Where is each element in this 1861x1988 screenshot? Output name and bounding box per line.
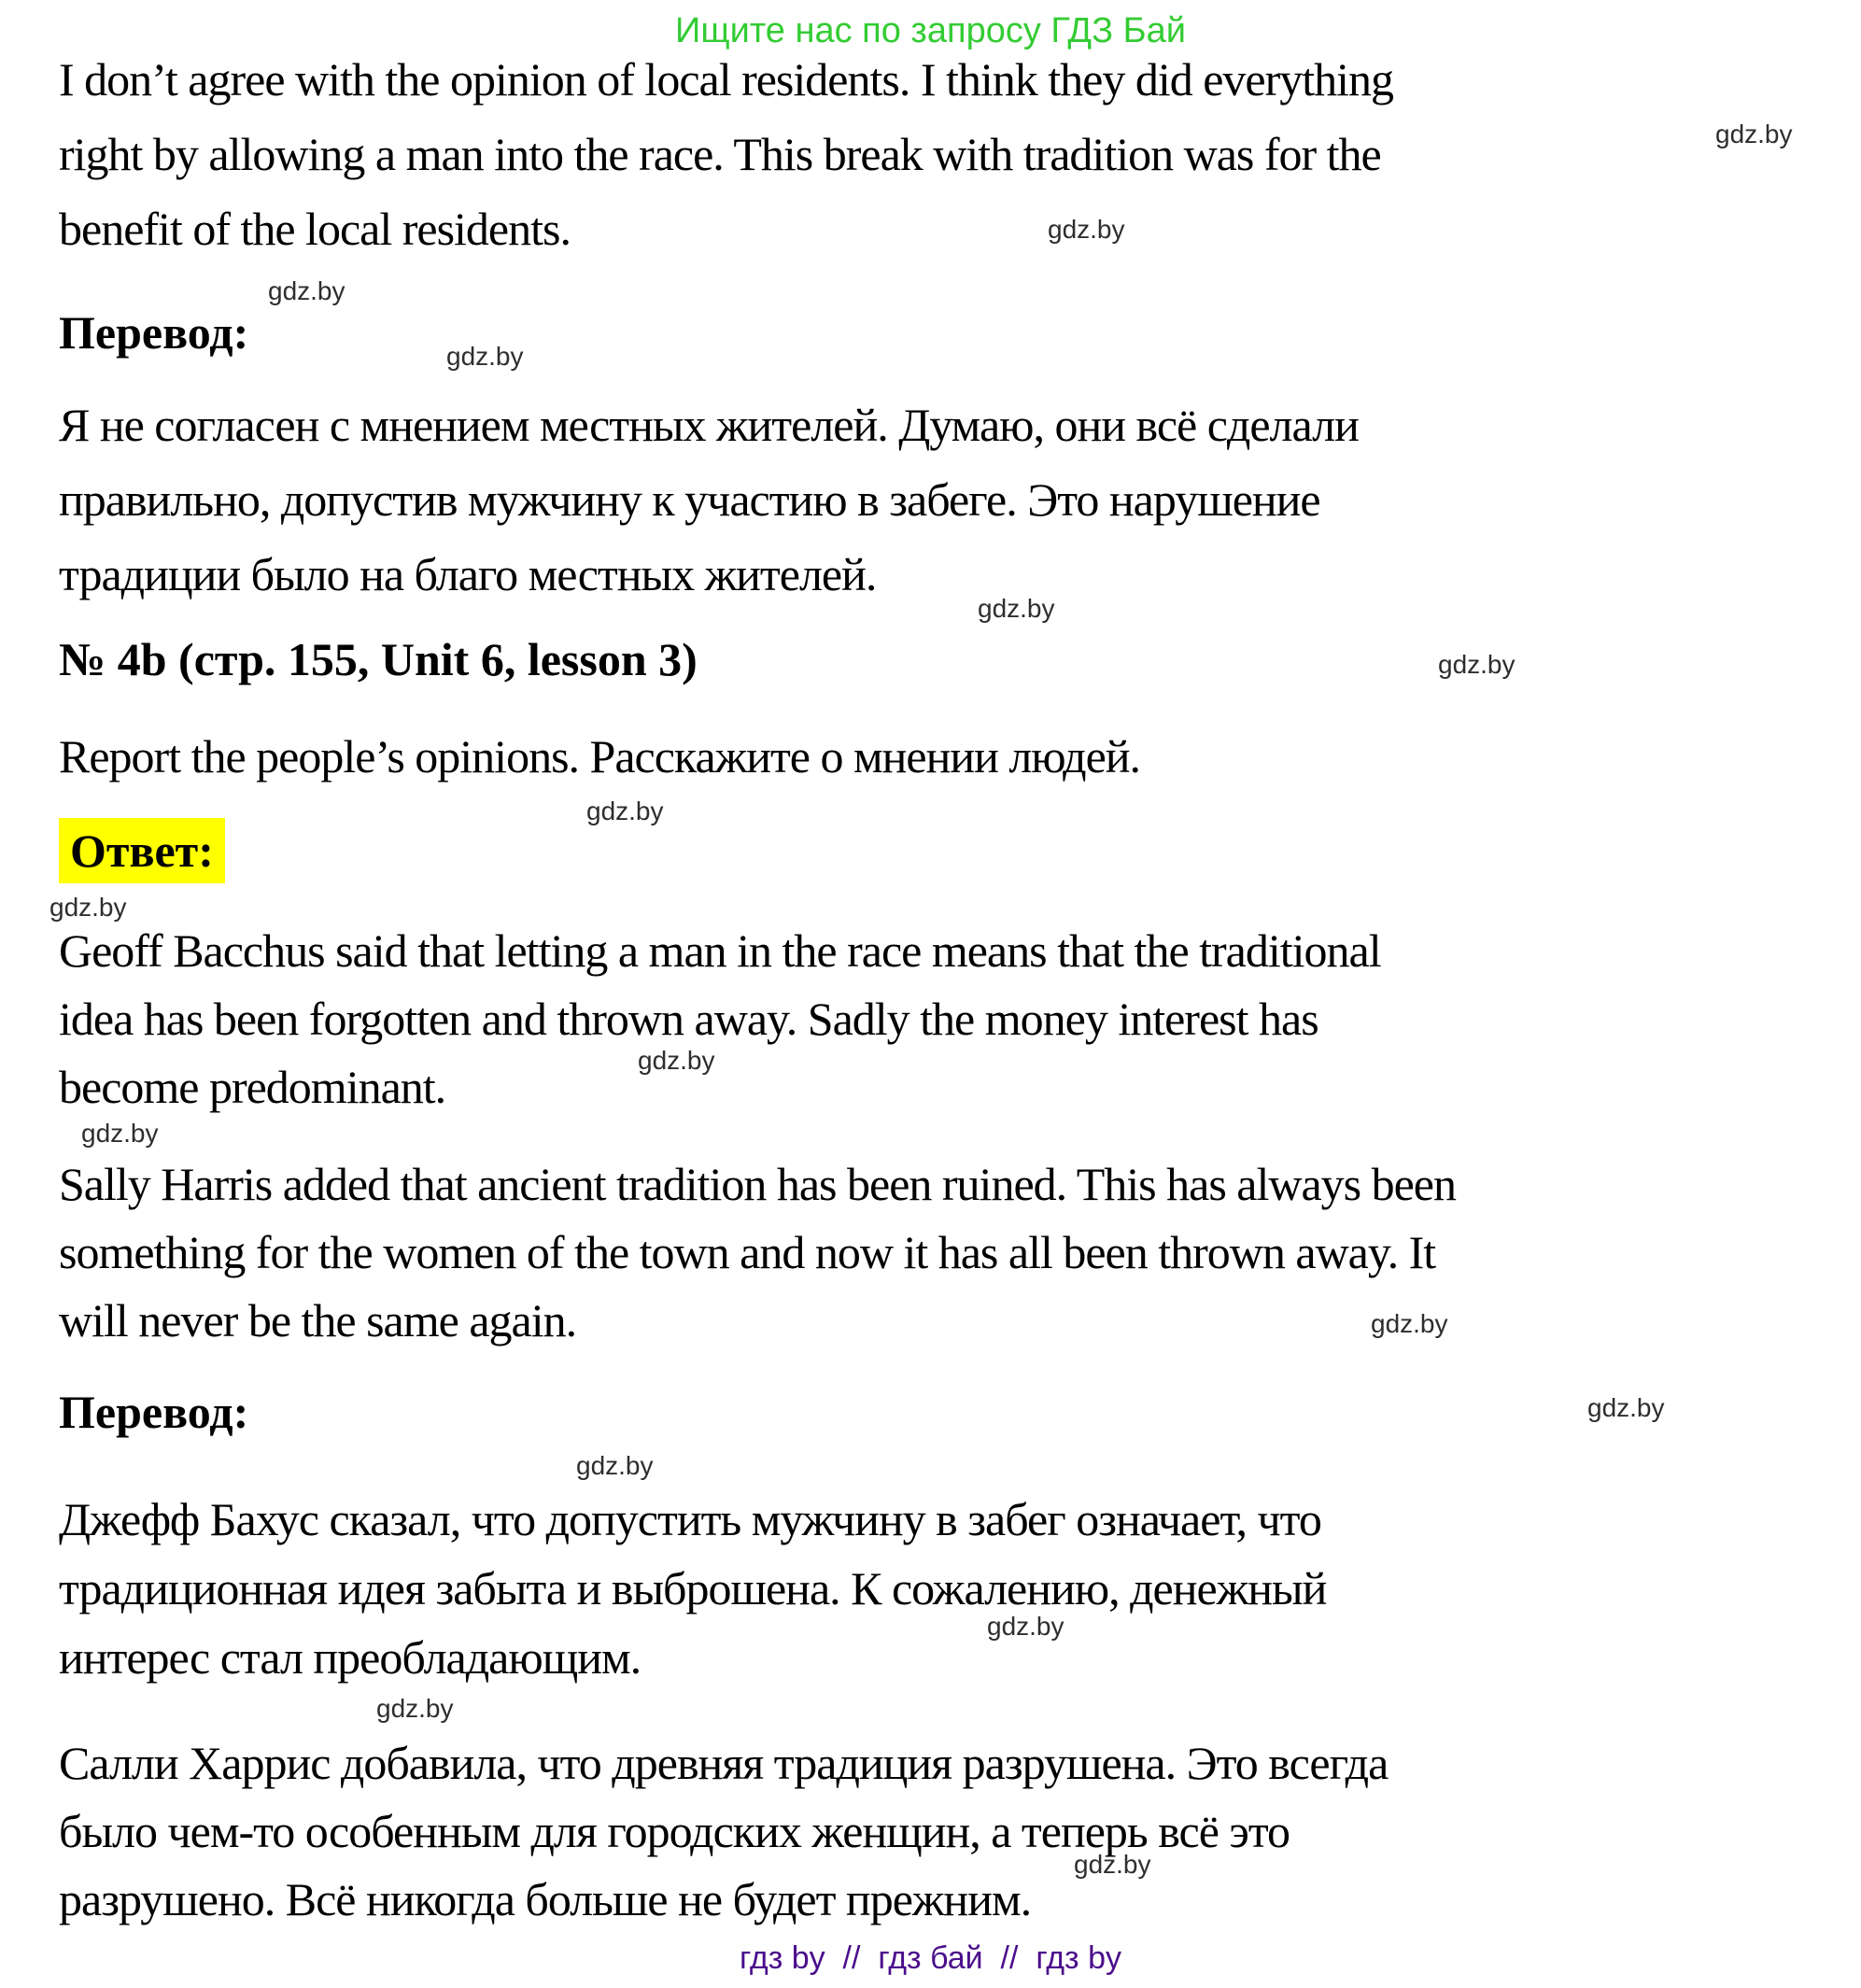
answer-paragraph-dzheff-ru — [59, 1485, 1326, 1692]
text-line: Geoff Bacchus said that letting a man in the race means that the traditional — [59, 924, 1381, 977]
answer-paragraph-salli-ru — [59, 1729, 1388, 1934]
gdz-watermark: gdz.by — [987, 1612, 1064, 1641]
gdz-watermark: gdz.by — [978, 594, 1055, 623]
gdz-watermark: gdz.by — [376, 1694, 454, 1723]
text-line: Report the people’s opinions. Расскажите о мнении людей. — [59, 730, 1141, 783]
text-line: something for the women of the town and now it has all been thrown away. It — [59, 1226, 1436, 1278]
gdz-watermark: gdz.by — [1371, 1309, 1448, 1338]
text-line: традиционная идея забыта и выброшена. К сожалению, денежный — [59, 1562, 1327, 1614]
gdz-watermark: gdz.by — [49, 893, 127, 922]
translation-label-2: Перевод: — [59, 1386, 249, 1438]
text-line: правильно, допустив мужчину к участию в забеге. Это нарушение — [59, 473, 1320, 526]
gdz-watermark: gdz.by — [1048, 215, 1125, 244]
gdz-watermark: gdz.by — [268, 276, 345, 305]
gdz-watermark: gdz.by — [81, 1119, 159, 1148]
translation-label: Перевод: — [59, 306, 249, 359]
gdz-watermark: gdz.by — [576, 1451, 654, 1480]
text-line: Sally Harris added that ancient tradition has been ruined. This has always been — [59, 1158, 1456, 1210]
text-line: benefit of the local residents. — [59, 203, 571, 255]
text-line: right by allowing a man into the race. This break with tradition was for the — [59, 128, 1381, 180]
answer-paragraph-geoff-en — [59, 917, 1381, 1121]
text-line: become predominant. — [59, 1061, 446, 1113]
text-line: Я не согласен с мнением местных жителей. Думаю, они всё сделали — [59, 399, 1359, 451]
gdz-watermark: gdz.by — [638, 1046, 715, 1075]
text-line: интерес стал преобладающим. — [59, 1631, 641, 1684]
gdz-watermark: gdz.by — [1587, 1393, 1665, 1422]
answer-label-highlighted: Ответ: — [59, 818, 225, 883]
text-line: традиции было на благо местных жителей. — [59, 548, 877, 600]
text-line: idea has been forgotten and thrown away. Sadly the money interest has — [59, 993, 1318, 1045]
text-line: было чем-то особенным для городских женщин, а теперь всё это — [59, 1805, 1290, 1857]
footer-site-links: гдз by // гдз бай // гдз by — [739, 1940, 1121, 1976]
text-line: Салли Харрис добавила, что древняя традиция разрушена. Это всегда — [59, 1737, 1389, 1789]
task-number-heading: № 4b (стр. 155, Unit 6, lesson 3) — [59, 633, 698, 685]
answer-paragraph-sally-en — [59, 1150, 1456, 1355]
gdz-watermark: gdz.by — [1715, 120, 1793, 148]
gdz-watermark: gdz.by — [586, 797, 664, 825]
gdz-watermark: gdz.by — [446, 342, 524, 371]
text-line: will never be the same again. — [59, 1294, 577, 1346]
text-line: разрушено. Всё никогда больше не будет прежним. — [59, 1873, 1032, 1925]
opinion-paragraph-ru — [59, 388, 1359, 612]
opinion-paragraph-en — [59, 42, 1393, 266]
gdz-watermark: gdz.by — [1438, 650, 1516, 679]
gdz-watermark: gdz.by — [1074, 1850, 1151, 1879]
text-line: Джефф Бахус сказал, что допустить мужчину в забег означает, что — [59, 1493, 1321, 1545]
text-line: I don’t agree with the opinion of local residents. I think they did everything — [59, 53, 1394, 106]
promo-banner: Ищите нас по запросу ГДЗ Бай — [675, 11, 1186, 50]
task-instruction — [59, 719, 1140, 794]
